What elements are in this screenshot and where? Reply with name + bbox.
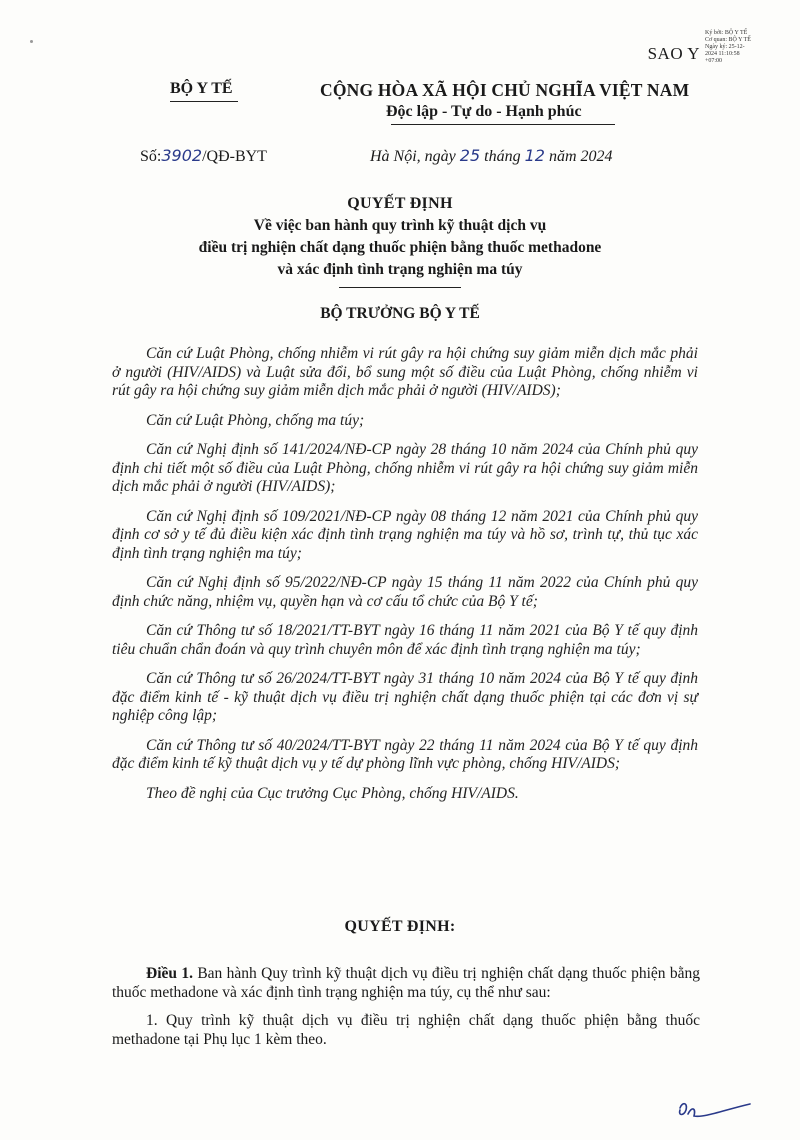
document-number-handwritten: 3902	[161, 146, 203, 165]
signature-line: +07:00	[705, 58, 723, 64]
legal-basis-item: Căn cứ Thông tư số 18/2021/TT-BYT ngày 16 tháng 11 năm 2021 của Bộ Y tế quy định tiêu chuẩn chẩn đoán và quy trình chuyên môn để xác định tình trạng nghiện ma túy;	[112, 622, 698, 658]
place-date-prefix: Hà Nội, ngày	[370, 148, 456, 165]
legal-basis	[112, 345, 698, 814]
signature-line: 2024 11:10:58	[705, 51, 740, 57]
digital-signature-info	[705, 30, 780, 65]
legal-basis-item: Căn cứ Nghị định số 109/2021/NĐ-CP ngày 08 tháng 12 năm 2021 của Chính phủ quy định cơ sở y tế đủ điều kiện xác định tình trạng nghiện ma túy và hồ sơ, trình tự, thủ tục xác định tình trạng nghiện ma túy;	[112, 507, 698, 562]
article-1	[112, 964, 700, 1002]
title-line: và xác định tình trạng nghiện ma túy	[277, 261, 523, 278]
document-number-suffix: /QĐ-BYT	[202, 148, 267, 165]
article-1-text: Ban hành Quy trình kỹ thuật dịch vụ điều trị nghiện chất dạng thuốc phiện bằng thuốc methadone và xác định tình trạng nghiện ma túy, cụ thể như sau:	[112, 965, 700, 1001]
issuing-authority: BỘ TRƯỞNG BỘ Y TẾ	[320, 305, 480, 322]
decision-body	[112, 964, 700, 1058]
document-number	[140, 146, 267, 166]
legal-basis-item: Căn cứ Nghị định số 141/2024/NĐ-CP ngày 28 tháng 10 năm 2024 của Chính phủ quy định chi tiết một số điều của Luật Phòng, chống nhiễm vi rút gây ra hội chứng suy giảm miễn dịch mắc phải ở người (HIV/AIDS);	[112, 441, 698, 495]
document-number-prefix: Số:	[140, 148, 162, 165]
signature-line: Cơ quan: BỘ Y TẾ	[705, 37, 751, 43]
legal-basis-item: Căn cứ Thông tư số 26/2024/TT-BYT ngày 31 tháng 10 năm 2024 của Bộ Y tế quy định đặc điểm kinh tế - kỹ thuật dịch vụ điều trị nghiện chất dạng thuốc phiện tại các đơn vị sự nghiệp công lập;	[112, 670, 698, 724]
date-day-handwritten: 25	[459, 146, 481, 165]
date-month-handwritten: 12	[524, 146, 545, 165]
article-1-label: Điều 1.	[146, 965, 193, 982]
signature-line: Ngày ký: 25-12-	[705, 44, 745, 50]
decision-heading: QUYẾT ĐỊNH:	[344, 918, 456, 935]
document-type: QUYẾT ĐỊNH	[347, 195, 453, 212]
handwritten-initial	[674, 1096, 754, 1126]
document-title	[100, 193, 700, 281]
signature-line: Ký bởi: BỘ Y TẾ	[705, 30, 748, 36]
title-line: Về việc ban hành quy trình kỹ thuật dịch vụ	[253, 217, 547, 234]
legal-basis-item: Theo đề nghị của Cục trưởng Cục Phòng, chống HIV/AIDS.	[146, 784, 519, 802]
place-and-date	[370, 146, 613, 166]
title-underline	[339, 287, 461, 288]
national-title: CỘNG HÒA XÃ HỘI CHỦ NGHĨA VIỆT NAM	[320, 80, 690, 100]
agency-underline	[170, 101, 238, 102]
legal-basis-item: Căn cứ Nghị định số 95/2022/NĐ-CP ngày 15 tháng 11 năm 2022 của Chính phủ quy định chức năng, nhiệm vụ, quyền hạn và cơ cấu tổ chức của Bộ Y tế;	[112, 574, 698, 610]
article-1-item-1: 1. Quy trình kỹ thuật dịch vụ điều trị nghiện chất dạng thuốc phiện bằng thuốc methadone tại Phụ lục 1 kèm theo.	[112, 1012, 700, 1048]
national-motto: Độc lập - Tự do - Hạnh phúc	[386, 103, 582, 120]
month-label: tháng	[484, 148, 521, 165]
title-line: điều trị nghiện chất dạng thuốc phiện bằng thuốc methadone	[198, 239, 602, 256]
year-label: năm 2024	[548, 148, 613, 165]
legal-basis-item: Căn cứ Luật Phòng, chống ma túy;	[146, 411, 365, 429]
issuing-agency: BỘ Y TẾ	[170, 80, 233, 97]
motto-underline	[391, 124, 615, 125]
legal-basis-item: Căn cứ Thông tư số 40/2024/TT-BYT ngày 22 tháng 11 năm 2024 của Bộ Y tế quy định đặc điểm kinh tế kỹ thuật dịch vụ y tế dự phòng lĩnh vực phòng, chống HIV/AIDS;	[112, 736, 698, 772]
legal-basis-item: Căn cứ Luật Phòng, chống nhiễm vi rút gây ra hội chứng suy giảm miễn dịch mắc phải ở người (HIV/AIDS) và Luật sửa đổi, bổ sung một số điều của Luật Phòng, chống nhiễm vi rút gây ra hội chứng suy giảm miễn dịch mắc phải ở người (HIV/AIDS);	[112, 345, 698, 399]
copy-stamp: SAO Y	[647, 44, 700, 63]
scan-speck	[30, 40, 33, 43]
